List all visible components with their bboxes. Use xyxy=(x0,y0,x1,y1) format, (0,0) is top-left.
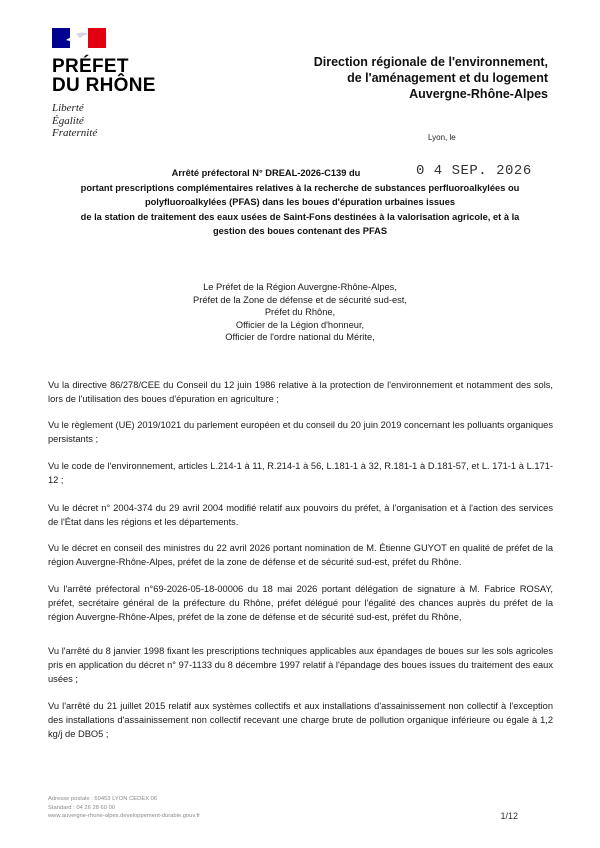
motto-egalite: Égalité xyxy=(52,114,84,127)
consideration-paragraph: Vu le décret n° 2004-374 du 29 avril 2004 modifié relatif aux pouvoirs du préfet, à l'organisation et à l'action des services de l'État dans les régions et les départements. xyxy=(48,503,553,527)
prefet-du-rhone-label xyxy=(52,57,156,95)
prefect-titles xyxy=(150,281,450,344)
marianne-flag-icon xyxy=(52,28,106,48)
motto-liberte: Liberté xyxy=(52,102,84,114)
decree-title-line-2: portant prescriptions complémentaires relatives à la recherche de substances perfluoroalkylées ou xyxy=(80,182,520,193)
issuing-directorate xyxy=(314,54,548,102)
decree-title-line-3: polyfluoroalkylées (PFAS) dans les boues d'épuration urbaines issues xyxy=(144,197,456,207)
prefect-title-1: Le Préfet de la Région Auvergne-Rhône-Alpes, xyxy=(203,282,397,292)
prefect-title-5: Officier de l'ordre national du Mérite, xyxy=(225,332,375,342)
decree-title-line-1: Arrêté préfectoral N° DREAL-2026-C139 du xyxy=(171,168,361,178)
consideration-paragraph: Vu le code de l'environnement, articles L.214-1 à 11, R.214-1 à 56, L.181-1 à 32, R.181-1 à D.181-57, et L. 171-1 à L.171-12 ; xyxy=(48,461,553,485)
directorate-line-1: Direction régionale de l'environnement, xyxy=(313,55,548,69)
prefet-line-2: DU RHÔNE xyxy=(52,75,156,96)
consideration-paragraph: Vu l'arrêté préfectoral n°69-2026-05-18-00006 du 18 mai 2026 portant délégation de signature à M. Fabrice ROSAY, préfet, secrétaire général de la préfecture du Rhône, préfet délégué pour l'égalité des chances auprès du préfet de la région Auvergne-Rhône-Alpes, préfet de la zone de défense et de sécurité sud-est, préfet du Rhône, xyxy=(48,584,553,622)
footer-contact xyxy=(48,795,200,821)
footer-website-link[interactable]: www.auvergne-rhone-alpes.developpement-durable.gouv.fr xyxy=(48,813,200,819)
consideration-paragraph: Vu le règlement (UE) 2019/1021 du parlement européen et du conseil du 20 juin 2019 concernant les polluants organiques persistants ; xyxy=(48,420,553,444)
directorate-line-3: Auvergne-Rhône-Alpes xyxy=(409,87,548,101)
prefet-line-1: PRÉFET xyxy=(52,56,129,77)
date-stamp: 0 4 SEP. 2026 xyxy=(416,163,532,179)
motto-fraternite: Fraternité xyxy=(52,127,98,139)
decree-title-line-4: de la station de traitement des eaux usées de Saint-Fons destinées à la valorisation agricole, et à la xyxy=(80,211,520,222)
prefect-title-4: Officier de la Légion d'honneur, xyxy=(235,319,365,330)
prefect-title-2: Préfet de la Zone de défense et de sécurité sud-est, xyxy=(193,294,407,305)
footer-phone: Standard : 04 26 28 60 00 xyxy=(48,804,116,811)
page-number: 1/12 xyxy=(500,811,518,821)
prefect-title-3: Préfet du Rhône, xyxy=(264,307,336,317)
republic-motto xyxy=(52,102,97,140)
consideration-paragraph: Vu l'arrêté du 21 juillet 2015 relatif aux systèmes collectifs et aux installations d'assainissement non collectif à l'exception des installations d'assainissement non collectif recevant une charge brute de pollution organique inférieure ou égale à 1,2 kg/j de DBO5 ; xyxy=(48,701,553,739)
footer-address: Adresse postale : 69453 LYON CEDEX 06 xyxy=(48,796,158,802)
decree-title-line-5: gestion des boues contenant des PFAS xyxy=(212,226,388,236)
consideration-paragraph: Vu l'arrêté du 8 janvier 1998 fixant les prescriptions techniques applicables aux épandages de boues sur les sols agricoles pris en application du décret n° 97-1133 du 8 décembre 1997 relatif à l'épandage des boues issues du traitement des eaux usées ; xyxy=(48,646,553,684)
directorate-line-2: de l'aménagement et du logement xyxy=(347,71,548,85)
consideration-paragraph: Vu la directive 86/278/CEE du Conseil du 12 juin 1986 relative à la protection de l'environnement et notamment des sols, lors de l'utilisation des boues d'épuration en agriculture ; xyxy=(48,380,553,404)
consideration-paragraph: Vu le décret en conseil des ministres du 22 avril 2026 portant nomination de M. Étienne GUYOT en qualité de préfet de la région Auvergne-Rhône-Alpes, préfet de la zone de défense et de sécurité sud-est, préfet du Rhône. xyxy=(48,543,553,567)
place-and-date: Lyon, le xyxy=(428,133,456,142)
